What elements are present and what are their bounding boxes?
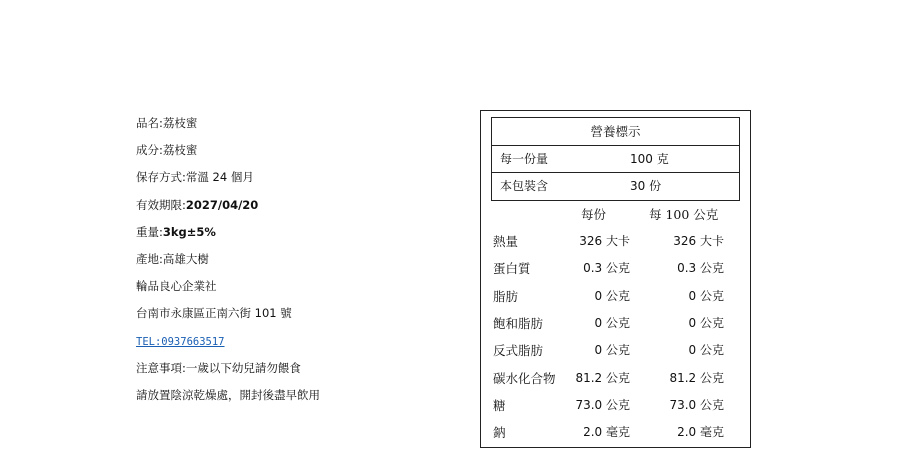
- origin-line: [136, 252, 320, 279]
- servings-value: 30 份: [630, 179, 662, 193]
- per-100g-value: [689, 337, 724, 364]
- tel-link[interactable]: TEL:0937663517: [136, 335, 225, 348]
- per-100g-number: 2.0: [677, 425, 697, 440]
- nutrition-row: [481, 283, 752, 310]
- weight-line: [136, 225, 320, 252]
- per-100g-number: 326: [673, 234, 697, 248]
- nutrient-name: 鈉: [493, 425, 506, 441]
- notice-line: [136, 361, 320, 388]
- per-100g-number: 81.2: [669, 370, 697, 385]
- per-100g-unit: 公克: [699, 343, 724, 358]
- nutrition-row: [481, 228, 752, 255]
- per-serving-unit: 公克: [605, 397, 630, 412]
- per-serving-value: [595, 337, 630, 364]
- storage-line: [136, 170, 320, 197]
- per-serving-unit: 公克: [605, 370, 630, 385]
- per-serving-unit: 大卡: [605, 234, 630, 248]
- notice: 注意事項:一歲以下幼兒請勿餵食: [136, 360, 301, 375]
- product-name-value: 荔枝蜜: [162, 116, 198, 130]
- nutrition-label: [480, 110, 751, 448]
- per-serving-number: 73.0: [575, 397, 603, 412]
- per-100g-unit: 公克: [699, 397, 724, 412]
- nutrient-name: 糖: [493, 397, 506, 413]
- per-100g-unit: 公克: [699, 370, 724, 385]
- per-100g-number: 73.0: [669, 397, 697, 412]
- nutrition-row: [481, 337, 752, 364]
- weight-value: 3kg±5%: [162, 224, 216, 239]
- per-serving-value: [583, 419, 630, 446]
- tel-line: [136, 334, 320, 361]
- ingredient-label: 成分:: [136, 143, 163, 158]
- nutrient-name: 脂肪: [493, 288, 519, 304]
- per-serving-unit: 公克: [605, 288, 630, 303]
- per-serving-value: [575, 392, 630, 419]
- origin-label: 產地:: [136, 251, 163, 266]
- serving-size-label: 每一份量: [500, 152, 549, 166]
- company-line: [136, 279, 320, 306]
- per-100g-value: [677, 255, 724, 282]
- per-100g-number: 0: [688, 288, 697, 303]
- per-serving-value: [575, 365, 630, 392]
- storage-label: 保存方式:: [136, 170, 186, 185]
- per-serving-unit: 毫克: [605, 425, 630, 440]
- per-serving-unit: 公克: [605, 315, 630, 330]
- nutrition-row: [481, 310, 752, 337]
- nutrient-name: 反式脂肪: [493, 343, 544, 359]
- storage-note-line: [136, 388, 320, 415]
- per-100g-unit: 公克: [699, 261, 724, 276]
- nutrition-title: 營養標示: [492, 118, 739, 146]
- per-serving-unit: 公克: [605, 261, 630, 276]
- per-100g-value: [689, 310, 724, 337]
- per-100g-unit: 公克: [699, 288, 724, 303]
- company-name: 輪品良心企業社: [136, 279, 217, 294]
- nutrient-name: 碳水化合物: [493, 370, 556, 386]
- ingredient-line: [136, 143, 320, 170]
- column-header-per-serving: 每份: [581, 207, 607, 222]
- per-serving-unit: 公克: [605, 343, 630, 358]
- per-100g-unit: 公克: [699, 315, 724, 330]
- address-line: [136, 306, 320, 333]
- per-serving-number: 2.0: [583, 425, 603, 440]
- ingredient-value: 荔枝蜜: [162, 143, 198, 158]
- nutrition-header-box: [491, 117, 740, 201]
- servings-row: [492, 173, 739, 200]
- expiry-value: 2027/04/20: [185, 197, 259, 212]
- per-100g-value: [677, 419, 724, 446]
- storage-value: 常溫 24 個月: [185, 170, 254, 185]
- per-100g-unit: 毫克: [699, 425, 724, 440]
- per-100g-value: [689, 283, 724, 310]
- servings-label: 本包裝含: [500, 179, 549, 193]
- product-name-line: [136, 116, 320, 143]
- serving-size-row: [492, 146, 739, 173]
- per-serving-number: 0: [594, 343, 603, 358]
- address: 台南市永康區正南六街 101 號: [136, 306, 292, 321]
- per-100g-value: [669, 365, 724, 392]
- storage-note: 請放置陰涼乾燥處，開封後盡早飲用: [136, 387, 320, 402]
- per-serving-number: 0: [594, 315, 603, 330]
- expiry-label: 有效期限:: [136, 197, 186, 212]
- nutrition-row: [481, 255, 752, 282]
- per-serving-value: [595, 283, 630, 310]
- per-serving-value: [595, 310, 630, 337]
- per-100g-value: [673, 228, 724, 255]
- per-serving-number: 0: [594, 288, 603, 303]
- per-serving-number: 0.3: [583, 261, 603, 276]
- per-100g-value: [669, 392, 724, 419]
- expiry-line: [136, 198, 320, 225]
- nutrition-row: [481, 392, 752, 419]
- per-100g-number: 0.3: [677, 261, 697, 276]
- per-100g-number: 0: [688, 315, 697, 330]
- per-100g-number: 0: [688, 343, 697, 358]
- nutrient-name: 熱量: [493, 234, 519, 249]
- per-serving-number: 326: [579, 234, 603, 248]
- nutrient-name: 蛋白質: [493, 261, 531, 277]
- weight-label: 重量:: [136, 224, 163, 239]
- nutrient-name: 飽和脂肪: [493, 315, 544, 331]
- per-serving-value: [579, 228, 630, 255]
- serving-size-value: 100 克: [630, 152, 669, 166]
- origin-value: 高雄大樹: [162, 251, 209, 266]
- product-info: [136, 116, 320, 415]
- per-serving-number: 81.2: [575, 370, 603, 385]
- nutrition-row: [481, 365, 752, 392]
- product-name-label: 品名:: [136, 116, 163, 130]
- per-100g-unit: 大卡: [699, 234, 724, 248]
- nutrition-row: [481, 419, 752, 446]
- column-header-per-100g: 每 100 公克: [649, 207, 719, 222]
- per-serving-value: [583, 255, 630, 282]
